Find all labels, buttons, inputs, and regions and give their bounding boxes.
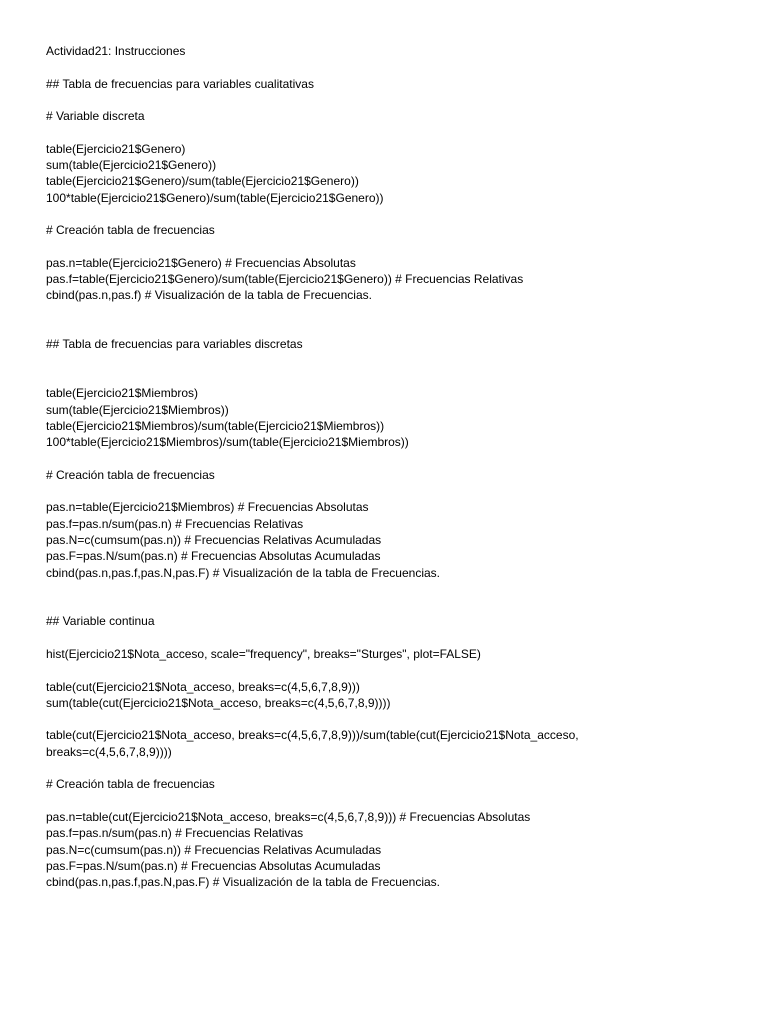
code-line: hist(Ejercicio21$Nota_acceso, scale="frequency", breaks="Sturges", plot=FALSE): [46, 646, 481, 661]
code-line: pas.n=table(Ejercicio21$Genero) # Frecuencias Absolutas: [46, 255, 356, 270]
code-line: 100*table(Ejercicio21$Miembros)/sum(table(Ejercicio21$Miembros)): [46, 435, 409, 450]
blank-line: [46, 581, 736, 597]
section-heading: ## Tabla de frecuencias para variables discretas: [46, 337, 303, 352]
blank-line: [46, 662, 736, 678]
code-line: sum(table(Ejercicio21$Genero)): [46, 158, 217, 173]
code-line: cbind(pas.n,pas.f,pas.N,pas.F) # Visualización de la tabla de Frecuencias.: [46, 875, 440, 890]
blank-line: [46, 206, 736, 222]
subsection-heading: # Creación tabla de frecuencias: [46, 223, 215, 238]
document-title: Actividad21: Instrucciones: [46, 44, 186, 58]
code-line: cbind(pas.n,pas.f,pas.N,pas.F) # Visualización de la tabla de Frecuencias.: [46, 565, 440, 580]
code-line: pas.F=pas.N/sum(pas.n) # Frecuencias Absolutas Acumuladas: [46, 858, 381, 873]
code-line: table(Ejercicio21$Miembros): [46, 386, 199, 401]
code-line: table(Ejercicio21$Genero)/sum(table(Ejercicio21$Genero)): [46, 174, 359, 189]
code-line: table(Ejercicio21$Genero): [46, 141, 186, 156]
document-body: [46, 43, 736, 890]
code-line: breaks=c(4,5,6,7,8,9)))): [46, 744, 172, 759]
subsection-heading: # Creación tabla de frecuencias: [46, 777, 215, 792]
blank-line: [46, 320, 736, 336]
blank-line: [46, 760, 736, 776]
code-line: pas.N=c(cumsum(pas.n)) # Frecuencias Relativas Acumuladas: [46, 842, 382, 857]
blank-line: [46, 597, 736, 613]
blank-line: [46, 450, 736, 466]
code-line: sum(table(Ejercicio21$Miembros)): [46, 402, 229, 417]
section-heading: ## Tabla de frecuencias para variables cualitativas: [46, 76, 314, 91]
code-line: table(Ejercicio21$Miembros)/sum(table(Ejercicio21$Miembros)): [46, 418, 385, 433]
code-line: pas.f=pas.n/sum(pas.n) # Frecuencias Relativas: [46, 826, 304, 841]
blank-line: [46, 59, 736, 75]
code-line: pas.n=table(Ejercicio21$Miembros) # Frecuencias Absolutas: [46, 500, 369, 515]
blank-line: [46, 304, 736, 320]
code-line: sum(table(cut(Ejercicio21$Nota_acceso, breaks=c(4,5,6,7,8,9)))): [46, 695, 391, 710]
blank-line: [46, 793, 736, 809]
code-line: 100*table(Ejercicio21$Genero)/sum(table(Ejercicio21$Genero)): [46, 190, 384, 205]
blank-line: [46, 124, 736, 140]
blank-line: [46, 369, 736, 385]
code-line: pas.n=table(cut(Ejercicio21$Nota_acceso, breaks=c(4,5,6,7,8,9))) # Frecuencias Absolutas: [46, 809, 531, 824]
blank-line: [46, 353, 736, 369]
code-line: pas.f=table(Ejercicio21$Genero)/sum(table(Ejercicio21$Genero)) # Frecuencias Relativas: [46, 272, 524, 287]
code-line: pas.F=pas.N/sum(pas.n) # Frecuencias Absolutas Acumuladas: [46, 549, 381, 564]
blank-line: [46, 711, 736, 727]
section-heading: ## Variable continua: [46, 614, 155, 629]
code-line: table(cut(Ejercicio21$Nota_acceso, breaks=c(4,5,6,7,8,9)))/sum(table(cut(Ejercicio21$Nota_acceso,: [46, 728, 579, 743]
code-line: table(cut(Ejercicio21$Nota_acceso, breaks=c(4,5,6,7,8,9))): [46, 679, 360, 694]
blank-line: [46, 239, 736, 255]
blank-line: [46, 630, 736, 646]
subsection-heading: # Variable discreta: [46, 109, 145, 124]
blank-line: [46, 92, 736, 108]
code-line: pas.f=pas.n/sum(pas.n) # Frecuencias Relativas: [46, 516, 304, 531]
subsection-heading: # Creación tabla de frecuencias: [46, 467, 215, 482]
code-line: cbind(pas.n,pas.f) # Visualización de la tabla de Frecuencias.: [46, 288, 372, 303]
code-line: pas.N=c(cumsum(pas.n)) # Frecuencias Relativas Acumuladas: [46, 532, 382, 547]
blank-line: [46, 483, 736, 499]
